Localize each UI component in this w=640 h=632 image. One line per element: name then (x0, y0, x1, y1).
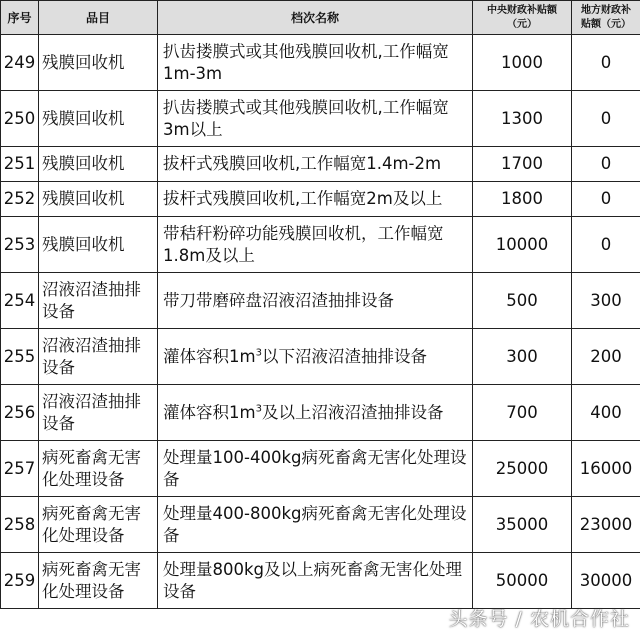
cell-central: 35000 (473, 497, 572, 553)
cell-local: 400 (572, 385, 640, 441)
cell-central: 1700 (473, 147, 572, 182)
cell-central: 50000 (473, 553, 572, 609)
cell-local: 30000 (572, 553, 640, 609)
cell-item: 病死畜禽无害化处理设备 (39, 441, 158, 497)
header-central-line1: 中央财政补贴额 (487, 4, 557, 16)
cell-spec (158, 329, 473, 385)
cell-central: 10000 (473, 217, 572, 273)
cell-local: 23000 (572, 497, 640, 553)
cell-item: 残膜回收机 (39, 147, 158, 182)
cell-spec: 处理量400-800kg病死畜禽无害化处理设备 (158, 497, 473, 553)
spec-text-pre: 灌体容积1m (163, 402, 256, 422)
table-row (1, 329, 640, 385)
cell-seq: 254 (1, 273, 39, 329)
cell-item: 残膜回收机 (39, 217, 158, 273)
header-central-subsidy (473, 1, 572, 35)
cell-spec: 带刀带磨碎盘沼液沼渣抽排设备 (158, 273, 473, 329)
cell-item: 沼液沼渣抽排设备 (39, 385, 158, 441)
cell-local: 0 (572, 217, 640, 273)
table-row (1, 91, 640, 147)
header-row (1, 1, 640, 35)
cell-seq: 259 (1, 553, 39, 609)
cell-local: 0 (572, 147, 640, 182)
cell-item: 残膜回收机 (39, 35, 158, 91)
cell-seq: 255 (1, 329, 39, 385)
cell-seq: 258 (1, 497, 39, 553)
cell-central: 700 (473, 385, 572, 441)
spec-text-post: 以下沼液沼渣抽排设备 (261, 346, 427, 366)
cell-seq: 249 (1, 35, 39, 91)
cell-local: 200 (572, 329, 640, 385)
spec-superscript: 3 (255, 347, 262, 358)
cell-seq: 252 (1, 182, 39, 217)
table-row (1, 182, 640, 217)
cell-seq: 256 (1, 385, 39, 441)
cell-item: 沼液沼渣抽排设备 (39, 273, 158, 329)
cell-spec: 拔杆式残膜回收机,工作幅宽2m及以上 (158, 182, 473, 217)
cell-central: 25000 (473, 441, 572, 497)
cell-local: 300 (572, 273, 640, 329)
cell-seq: 250 (1, 91, 39, 147)
header-central-line2: （元） (507, 18, 537, 30)
watermark: 头条号 / 农机合作社 (448, 608, 630, 630)
table-row (1, 497, 640, 553)
cell-spec: 扒齿搂膜式或其他残膜回收机,工作幅宽1m-3m (158, 35, 473, 91)
cell-local: 0 (572, 182, 640, 217)
cell-spec: 扒齿搂膜式或其他残膜回收机,工作幅宽3m以上 (158, 91, 473, 147)
spec-superscript: 3 (255, 403, 262, 414)
cell-central: 1300 (473, 91, 572, 147)
cell-spec (158, 385, 473, 441)
cell-local: 0 (572, 91, 640, 147)
table-row (1, 217, 640, 273)
cell-central: 300 (473, 329, 572, 385)
table-row (1, 147, 640, 182)
table-row (1, 273, 640, 329)
cell-spec: 处理量800kg及以上病死畜禽无害化处理设备 (158, 553, 473, 609)
cell-spec: 拔杆式残膜回收机,工作幅宽1.4m-2m (158, 147, 473, 182)
cell-item: 沼液沼渣抽排设备 (39, 329, 158, 385)
table-row (1, 553, 640, 609)
cell-seq: 251 (1, 147, 39, 182)
cell-central: 1800 (473, 182, 572, 217)
spec-text-pre: 灌体容积1m (163, 346, 256, 366)
table-row (1, 385, 640, 441)
cell-item: 残膜回收机 (39, 91, 158, 147)
header-seq: 序号 (1, 1, 39, 35)
cell-seq: 257 (1, 441, 39, 497)
cell-local: 0 (572, 35, 640, 91)
table-row (1, 441, 640, 497)
header-local-line1: 地方财政补 (581, 4, 631, 16)
cell-central: 500 (473, 273, 572, 329)
cell-seq: 253 (1, 217, 39, 273)
cell-spec: 带秸秆粉碎功能残膜回收机，工作幅宽1.8m及以上 (158, 217, 473, 273)
cell-spec: 处理量100-400kg病死畜禽无害化处理设备 (158, 441, 473, 497)
cell-item: 残膜回收机 (39, 182, 158, 217)
header-local-line2: 贴额（元） (581, 18, 631, 30)
spec-text-post: 及以上沼液沼渣抽排设备 (261, 402, 444, 422)
table-row (1, 35, 640, 91)
header-item: 品目 (39, 1, 158, 35)
cell-central: 1000 (473, 35, 572, 91)
cell-item: 病死畜禽无害化处理设备 (39, 497, 158, 553)
header-local-subsidy (572, 1, 640, 35)
header-spec: 档次名称 (158, 1, 473, 35)
cell-item: 病死畜禽无害化处理设备 (39, 553, 158, 609)
cell-local: 16000 (572, 441, 640, 497)
